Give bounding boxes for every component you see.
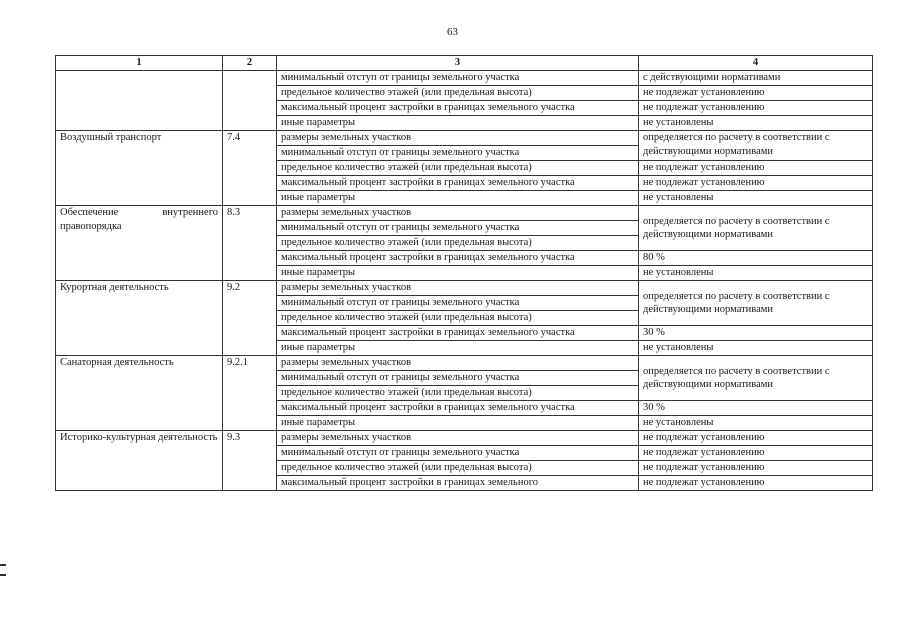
value-cell: 30 % xyxy=(639,326,873,341)
category-code: 9.2.1 xyxy=(223,356,277,431)
parameter-cell: максимальный процент застройки в границах земельного участка xyxy=(277,326,639,341)
column-header-1: 1 xyxy=(56,56,223,71)
category-name: Санаторная деятельность xyxy=(56,356,223,431)
parameter-cell: максимальный процент застройки в границах земельного участка xyxy=(277,176,639,191)
regulations-table xyxy=(55,55,873,491)
category-code: 7.4 xyxy=(223,131,277,206)
parameter-cell: иные параметры xyxy=(277,116,639,131)
parameter-cell: размеры земельных участков xyxy=(277,431,639,446)
parameter-cell: предельное количество этажей (или предельная высота) xyxy=(277,461,639,476)
value-cell: не подлежат установлению xyxy=(639,101,873,116)
parameter-cell: иные параметры xyxy=(277,341,639,356)
category-name: Обеспечение внутреннего правопорядка xyxy=(56,206,223,281)
parameter-cell: минимальный отступ от границы земельного участка xyxy=(277,221,639,236)
column-header-2: 2 xyxy=(223,56,277,71)
parameter-cell: предельное количество этажей (или предельная высота) xyxy=(277,86,639,101)
parameter-cell: максимальный процент застройки в границах земельного участка xyxy=(277,101,639,116)
value-cell: не подлежат установлению xyxy=(639,446,873,461)
category-code: 9.2 xyxy=(223,281,277,356)
parameter-cell: размеры земельных участков xyxy=(277,131,639,146)
value-cell: не подлежат установлению xyxy=(639,176,873,191)
value-cell: не подлежат установлению xyxy=(639,431,873,446)
parameter-cell: минимальный отступ от границы земельного участка xyxy=(277,371,639,386)
parameter-cell: максимальный процент застройки в границах земельного xyxy=(277,476,639,491)
parameter-cell: минимальный отступ от границы земельного участка xyxy=(277,446,639,461)
category-name: Курортная деятельность xyxy=(56,281,223,356)
value-cell: не установлены xyxy=(639,416,873,431)
parameter-cell: предельное количество этажей (или предельная высота) xyxy=(277,236,639,251)
value-cell: не установлены xyxy=(639,191,873,206)
column-header-3: 3 xyxy=(277,56,639,71)
table-row xyxy=(56,281,873,296)
parameter-cell: размеры земельных участков xyxy=(277,206,639,221)
value-cell: с действующими нормативами xyxy=(639,71,873,86)
parameter-cell: максимальный процент застройки в границах земельного участка xyxy=(277,251,639,266)
value-cell: определяется по расчету в соответствии с действующими нормативами xyxy=(639,206,873,251)
table-row xyxy=(56,431,873,446)
parameter-cell: иные параметры xyxy=(277,191,639,206)
value-cell: определяется по расчету в соответствии с действующими нормативами xyxy=(639,281,873,326)
parameter-cell: минимальный отступ от границы земельного участка xyxy=(277,296,639,311)
table-header-row xyxy=(56,56,873,71)
value-cell: не установлены xyxy=(639,116,873,131)
value-cell: определяется по расчету в соответствии с действующими нормативами xyxy=(639,356,873,401)
page-number: 63 xyxy=(447,26,458,38)
value-cell: 30 % xyxy=(639,401,873,416)
parameter-cell: предельное количество этажей (или предельная высота) xyxy=(277,386,639,401)
value-cell: не установлены xyxy=(639,341,873,356)
parameter-cell: иные параметры xyxy=(277,416,639,431)
code-cell-empty xyxy=(223,71,277,131)
value-cell: определяется по расчету в соответствии с действующими нормативами xyxy=(639,131,873,161)
parameter-cell: предельное количество этажей (или предельная высота) xyxy=(277,161,639,176)
value-cell: не установлены xyxy=(639,266,873,281)
category-cell-empty xyxy=(56,71,223,131)
category-name: Историко-культурная деятельность xyxy=(56,431,223,491)
category-name: Воздушный транспорт xyxy=(56,131,223,206)
value-cell: 80 % xyxy=(639,251,873,266)
parameter-cell: размеры земельных участков xyxy=(277,281,639,296)
value-cell: не подлежат установлению xyxy=(639,476,873,491)
category-code: 8.3 xyxy=(223,206,277,281)
column-header-4: 4 xyxy=(639,56,873,71)
value-cell: не подлежат установлению xyxy=(639,86,873,101)
value-cell: не подлежат установлению xyxy=(639,461,873,476)
table-row xyxy=(56,206,873,221)
margin-mark xyxy=(0,564,6,576)
value-cell: не подлежат установлению xyxy=(639,161,873,176)
table-row xyxy=(56,356,873,371)
parameter-cell: размеры земельных участков xyxy=(277,356,639,371)
table-row xyxy=(56,71,873,86)
parameter-cell: иные параметры xyxy=(277,266,639,281)
category-code: 9.3 xyxy=(223,431,277,491)
table-row xyxy=(56,131,873,146)
parameter-cell: минимальный отступ от границы земельного участка xyxy=(277,71,639,86)
parameter-cell: максимальный процент застройки в границах земельного участка xyxy=(277,401,639,416)
parameter-cell: предельное количество этажей (или предельная высота) xyxy=(277,311,639,326)
parameter-cell: минимальный отступ от границы земельного участка xyxy=(277,146,639,161)
